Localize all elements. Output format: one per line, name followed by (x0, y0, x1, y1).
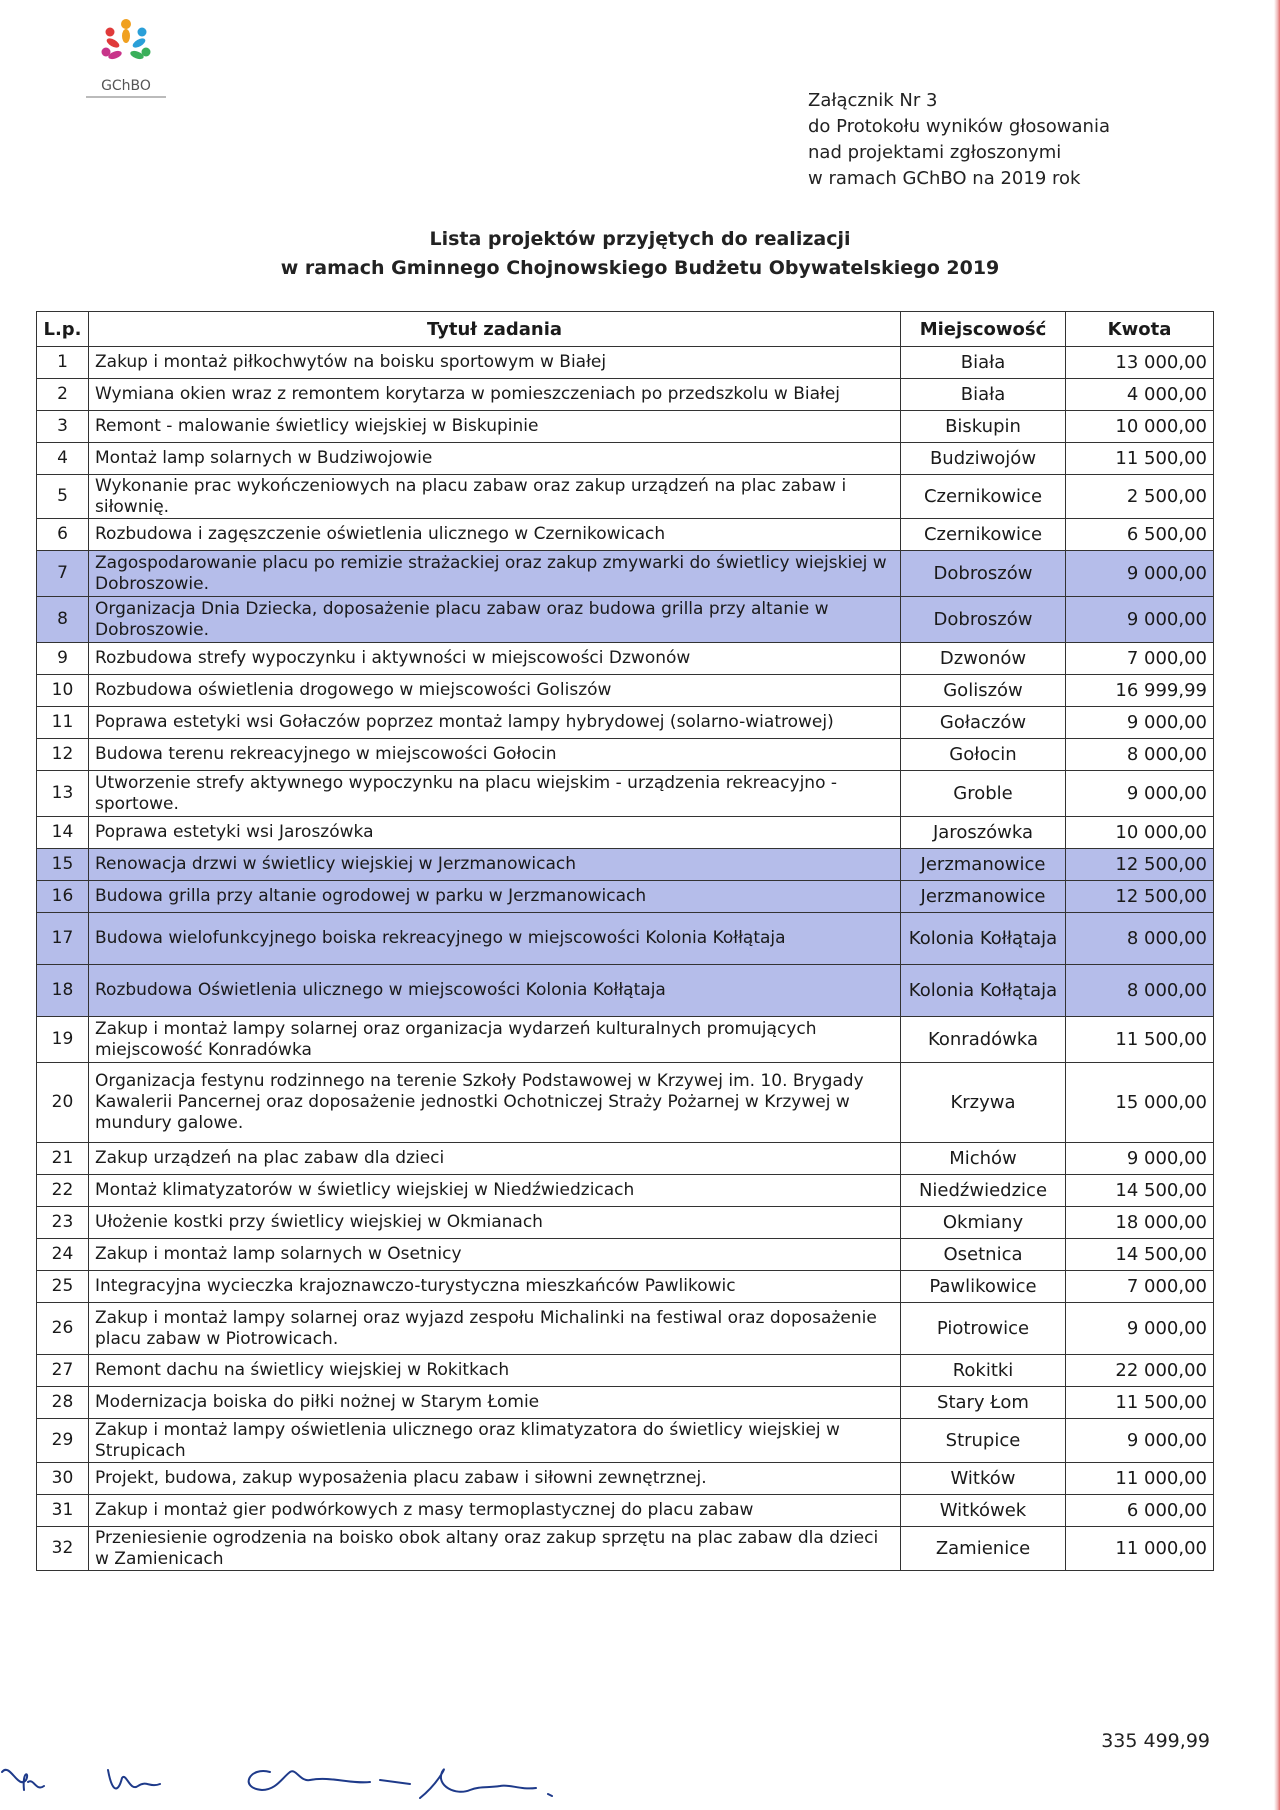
row-title: Wykonanie prac wykończeniowych na placu zabaw oraz zakup urządzeń na plac zabaw i siłownię. (89, 475, 901, 519)
row-number: 5 (37, 475, 89, 519)
row-town: Kolonia Kołłątaja (901, 965, 1066, 1017)
table-row (37, 1143, 1214, 1175)
row-amount: 16 999,99 (1066, 675, 1214, 707)
row-number: 10 (37, 675, 89, 707)
row-number: 14 (37, 817, 89, 849)
row-title: Wymiana okien wraz z remontem korytarza w pomieszczeniach po przedszkolu w Białej (89, 379, 901, 411)
row-amount: 10 000,00 (1066, 817, 1214, 849)
table-row (37, 1463, 1214, 1495)
row-town: Pawlikowice (901, 1271, 1066, 1303)
row-town: Strupice (901, 1419, 1066, 1463)
table-row (37, 675, 1214, 707)
row-town: Budziwojów (901, 443, 1066, 475)
row-number: 8 (37, 597, 89, 643)
row-title: Rozbudowa strefy wypoczynku i aktywności w miejscowości Dzwonów (89, 643, 901, 675)
document-title (0, 225, 1280, 283)
attachment-note (808, 88, 1110, 192)
header-town: Miejscowość (901, 312, 1066, 347)
row-number: 7 (37, 551, 89, 597)
table-row (37, 881, 1214, 913)
table-row (37, 379, 1214, 411)
row-number: 22 (37, 1175, 89, 1207)
row-amount: 10 000,00 (1066, 411, 1214, 443)
row-amount: 18 000,00 (1066, 1207, 1214, 1239)
row-title: Budowa grilla przy altanie ogrodowej w parku w Jerzmanowicach (89, 881, 901, 913)
table-row (37, 411, 1214, 443)
row-town: Dobroszów (901, 597, 1066, 643)
row-town: Biała (901, 347, 1066, 379)
table-row (37, 1271, 1214, 1303)
row-title: Rozbudowa oświetlenia drogowego w miejscowości Goliszów (89, 675, 901, 707)
table-row (37, 519, 1214, 551)
row-title: Utworzenie strefy aktywnego wypoczynku na placu wiejskim - urządzenia rekreacyjno - sportowe. (89, 771, 901, 817)
row-number: 31 (37, 1495, 89, 1527)
row-number: 26 (37, 1303, 89, 1355)
table-header-row (37, 312, 1214, 347)
row-number: 30 (37, 1463, 89, 1495)
row-amount: 7 000,00 (1066, 1271, 1214, 1303)
table-row (37, 739, 1214, 771)
row-number: 15 (37, 849, 89, 881)
row-number: 1 (37, 347, 89, 379)
row-amount: 14 500,00 (1066, 1239, 1214, 1271)
row-title: Projekt, budowa, zakup wyposażenia placu zabaw i siłowni zewnętrznej. (89, 1463, 901, 1495)
row-title: Modernizacja boiska do piłki nożnej w Starym Łomie (89, 1387, 901, 1419)
table-row (37, 1207, 1214, 1239)
table-row (37, 443, 1214, 475)
table-row (37, 849, 1214, 881)
row-title: Poprawa estetyki wsi Jaroszówka (89, 817, 901, 849)
row-amount: 11 000,00 (1066, 1463, 1214, 1495)
row-title: Montaż klimatyzatorów w świetlicy wiejskiej w Niedźwiedzicach (89, 1175, 901, 1207)
row-title: Zakup i montaż gier podwórkowych z masy termoplastycznej do placu zabaw (89, 1495, 901, 1527)
table-row (37, 771, 1214, 817)
row-number: 24 (37, 1239, 89, 1271)
row-number: 12 (37, 739, 89, 771)
row-town: Jaroszówka (901, 817, 1066, 849)
row-amount: 11 500,00 (1066, 1387, 1214, 1419)
row-number: 3 (37, 411, 89, 443)
row-town: Gołocin (901, 739, 1066, 771)
logo-tagline-line (86, 96, 166, 98)
table-row (37, 643, 1214, 675)
total-amount: 335 499,99 (1101, 1730, 1210, 1752)
row-number: 19 (37, 1017, 89, 1063)
row-town: Groble (901, 771, 1066, 817)
row-amount: 11 500,00 (1066, 443, 1214, 475)
row-town: Jerzmanowice (901, 849, 1066, 881)
row-title: Zakup i montaż lampy oświetlenia ulicznego oraz klimatyzatora do świetlicy wiejskiej w Strupicach (89, 1419, 901, 1463)
row-town: Krzywa (901, 1063, 1066, 1143)
table-row (37, 551, 1214, 597)
row-amount: 9 000,00 (1066, 551, 1214, 597)
row-number: 2 (37, 379, 89, 411)
row-number: 6 (37, 519, 89, 551)
table-row (37, 965, 1214, 1017)
row-town: Zamienice (901, 1527, 1066, 1571)
row-title: Ułożenie kostki przy świetlicy wiejskiej w Okmianach (89, 1207, 901, 1239)
row-amount: 14 500,00 (1066, 1175, 1214, 1207)
projects-table (36, 311, 1214, 1571)
row-town: Gołaczów (901, 707, 1066, 739)
row-title: Przeniesienie ogrodzenia na boisko obok altany oraz zakup sprzętu na plac zabaw dla dzieci w Zamienicach (89, 1527, 901, 1571)
table-row (37, 1017, 1214, 1063)
row-town: Osetnica (901, 1239, 1066, 1271)
row-title: Zakup i montaż lampy solarnej oraz wyjazd zespołu Michalinki na festiwal oraz doposażenie placu zabaw w Piotrowicach. (89, 1303, 901, 1355)
row-title: Poprawa estetyki wsi Gołaczów poprzez montaż lampy hybrydowej (solarno-wiatrowej) (89, 707, 901, 739)
row-town: Rokitki (901, 1355, 1066, 1387)
row-amount: 13 000,00 (1066, 347, 1214, 379)
header-amount: Kwota (1066, 312, 1214, 347)
row-title: Zakup i montaż lamp solarnych w Osetnicy (89, 1239, 901, 1271)
row-number: 27 (37, 1355, 89, 1387)
row-amount: 22 000,00 (1066, 1355, 1214, 1387)
row-town: Biała (901, 379, 1066, 411)
table-row (37, 1527, 1214, 1571)
row-town: Czernikowice (901, 475, 1066, 519)
table-row (37, 347, 1214, 379)
row-number: 4 (37, 443, 89, 475)
row-amount: 9 000,00 (1066, 1143, 1214, 1175)
row-amount: 6 500,00 (1066, 519, 1214, 551)
row-amount: 7 000,00 (1066, 643, 1214, 675)
row-amount: 9 000,00 (1066, 1419, 1214, 1463)
row-number: 25 (37, 1271, 89, 1303)
row-amount: 8 000,00 (1066, 965, 1214, 1017)
table-row (37, 1239, 1214, 1271)
row-town: Witków (901, 1463, 1066, 1495)
attachment-line: Załącznik Nr 3 (808, 90, 938, 111)
row-title: Organizacja festynu rodzinnego na terenie Szkoły Podstawowej w Krzywej im. 10. Brygady Kawalerii Pancernej oraz doposażenie jednostki Ochotniczej Straży Pożarnej w Krzywej w mundury galowe. (89, 1063, 901, 1143)
table-row (37, 1419, 1214, 1463)
table-row (37, 1063, 1214, 1143)
row-amount: 12 500,00 (1066, 881, 1214, 913)
row-title: Organizacja Dnia Dziecka, doposażenie placu zabaw oraz budowa grilla przy altanie w Dobroszowie. (89, 597, 901, 643)
table-row (37, 1387, 1214, 1419)
row-title: Rozbudowa i zagęszczenie oświetlenia ulicznego w Czernikowicach (89, 519, 901, 551)
row-town: Konradówka (901, 1017, 1066, 1063)
row-title: Remont dachu na świetlicy wiejskiej w Rokitkach (89, 1355, 901, 1387)
table-row (37, 1355, 1214, 1387)
row-town: Okmiany (901, 1207, 1066, 1239)
row-town: Dobroszów (901, 551, 1066, 597)
row-amount: 9 000,00 (1066, 707, 1214, 739)
row-amount: 4 000,00 (1066, 379, 1214, 411)
row-town: Goliszów (901, 675, 1066, 707)
row-title: Renowacja drzwi w świetlicy wiejskiej w Jerzmanowicach (89, 849, 901, 881)
row-town: Czernikowice (901, 519, 1066, 551)
row-amount: 2 500,00 (1066, 475, 1214, 519)
row-number: 21 (37, 1143, 89, 1175)
row-amount: 8 000,00 (1066, 913, 1214, 965)
row-title: Integracyjna wycieczka krajoznawczo-turystyczna mieszkańców Pawlikowic (89, 1271, 901, 1303)
row-title: Rozbudowa Oświetlenia ulicznego w miejscowości Kolonia Kołłątaja (89, 965, 901, 1017)
logo-text: GChBO (101, 78, 151, 94)
row-number: 23 (37, 1207, 89, 1239)
row-amount: 15 000,00 (1066, 1063, 1214, 1143)
row-title: Remont - malowanie świetlicy wiejskiej w Biskupinie (89, 411, 901, 443)
table-row (37, 475, 1214, 519)
table-row (37, 707, 1214, 739)
logo-emblem-icon (86, 12, 166, 76)
row-number: 28 (37, 1387, 89, 1419)
row-town: Witkówek (901, 1495, 1066, 1527)
row-town: Stary Łom (901, 1387, 1066, 1419)
row-title: Zakup i montaż piłkochwytów na boisku sportowym w Białej (89, 347, 901, 379)
row-number: 9 (37, 643, 89, 675)
row-town: Michów (901, 1143, 1066, 1175)
row-amount: 12 500,00 (1066, 849, 1214, 881)
row-number: 20 (37, 1063, 89, 1143)
row-number: 17 (37, 913, 89, 965)
table-row (37, 1495, 1214, 1527)
table-row (37, 817, 1214, 849)
row-amount: 11 500,00 (1066, 1017, 1214, 1063)
attachment-line: w ramach GChBO na 2019 rok (808, 168, 1081, 189)
row-amount: 11 000,00 (1066, 1527, 1214, 1571)
title-line-2: w ramach Gminnego Chojnowskiego Budżetu Obywatelskiego 2019 (280, 257, 1000, 279)
row-amount: 8 000,00 (1066, 739, 1214, 771)
row-town: Kolonia Kołłątaja (901, 913, 1066, 965)
table-body (37, 347, 1214, 1571)
gchbo-logo (86, 12, 166, 107)
row-number: 16 (37, 881, 89, 913)
row-number: 11 (37, 707, 89, 739)
row-town: Niedźwiedzice (901, 1175, 1066, 1207)
row-town: Dzwonów (901, 643, 1066, 675)
row-title: Zakup urządzeń na plac zabaw dla dzieci (89, 1143, 901, 1175)
row-town: Biskupin (901, 411, 1066, 443)
row-amount: 9 000,00 (1066, 771, 1214, 817)
row-number: 29 (37, 1419, 89, 1463)
row-title: Budowa wielofunkcyjnego boiska rekreacyjnego w miejscowości Kolonia Kołłątaja (89, 913, 901, 965)
row-number: 18 (37, 965, 89, 1017)
signatures-icon (0, 1742, 800, 1810)
table-row (37, 1175, 1214, 1207)
table-row (37, 1303, 1214, 1355)
table-row (37, 597, 1214, 643)
row-title: Zagospodarowanie placu po remizie strażackiej oraz zakup zmywarki do świetlicy wiejskiej w Dobroszowie. (89, 551, 901, 597)
attachment-line: do Protokołu wyników głosowania (808, 116, 1110, 137)
row-number: 13 (37, 771, 89, 817)
row-amount: 6 000,00 (1066, 1495, 1214, 1527)
row-amount: 9 000,00 (1066, 597, 1214, 643)
header-title: Tytuł zadania (89, 312, 901, 347)
row-title: Montaż lamp solarnych w Budziwojowie (89, 443, 901, 475)
row-amount: 9 000,00 (1066, 1303, 1214, 1355)
row-number: 32 (37, 1527, 89, 1571)
attachment-line: nad projektami zgłoszonymi (808, 142, 1062, 163)
title-line-1: Lista projektów przyjętych do realizacji (429, 228, 851, 250)
row-town: Piotrowice (901, 1303, 1066, 1355)
row-title: Budowa terenu rekreacyjnego w miejscowości Gołocin (89, 739, 901, 771)
table-row (37, 913, 1214, 965)
header-lp: L.p. (37, 312, 89, 347)
row-title: Zakup i montaż lampy solarnej oraz organizacja wydarzeń kulturalnych promujących miejscowość Konradówka (89, 1017, 901, 1063)
row-town: Jerzmanowice (901, 881, 1066, 913)
